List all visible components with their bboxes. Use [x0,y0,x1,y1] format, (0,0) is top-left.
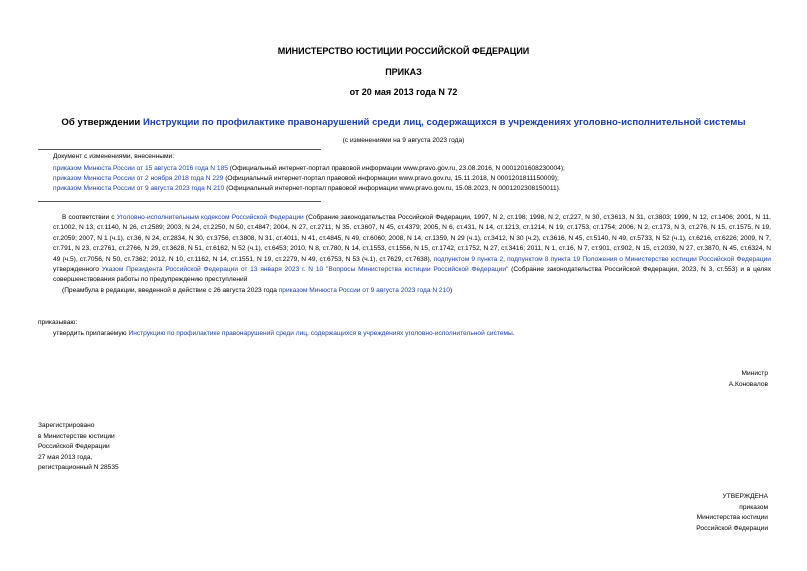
amendments-intro: Документ с изменениями, внесенными: [53,153,175,160]
code-link[interactable]: Уголовно-исполнительным кодексом Российской Федерации [116,214,304,221]
preamble-link[interactable]: приказом Минюста России от 9 августа 2023 года N 210 [278,287,450,294]
amendment-item: приказом Минюста России от 15 августа 2016 года N 185 (Официальный интернет-портал правовой информации www.pravo.gov.ru, 23.08.2016, N 0001201608230004); [53,165,565,172]
amendment-link[interactable]: приказом Минюста России от 9 августа 2023 года N 210 [53,185,225,192]
ministry-heading: МИНИСТЕРСТВО ЮСТИЦИИ РОССИЙСКОЙ ФЕДЕРАЦИИ [277,46,530,56]
amendment-item: приказом Минюста России от 9 августа 2023 года N 210 (Официальный интернет-портал правовой информации www.pravo.gov.ru, 15.08.2023, N 0001202308150011). [53,185,561,192]
signature-position: Министр [741,370,768,377]
instruction-link[interactable]: Инструкцию по профилактике правонарушений среди лиц, содержащихся в учреждениях уголовно-исполнительной системы [128,330,513,337]
title-prefix: Об утверждении [61,117,143,128]
registration-line: Российской Федерации [38,443,110,451]
registration-line: Зарегистрировано [38,422,95,429]
decree-link[interactable]: Указом Президента Российской Федерации от 13 января 2023 г. N 10 "Вопросы Министерства юстиции Российской Федерации" [101,266,509,274]
document-title [0,117,807,128]
approval-line: Российской Федерации [696,524,768,532]
approval-line: приказом [739,503,768,511]
basis-paragraph: В соответствии с Уголовно-исполнительным кодексом Российской Федерации (Собрание законодательства Российской Федерации, 1997, N 2, ст.198; 1998, N 2, ст.227, N 30, ст.3613, N 31, ст.3803; 1999, N 12, ст.1406; 2001, N 11, ст.1002, N 13, ст.1140, N 26, ст.2589; 2003, N 24, ст.2250, N 50, ст.4847; 2004, N 27, ст.2711, N 35, ст.3607, N 45, ст.4379; 2005, N 6, ст.431, N 14, ст.1213, ст.1214, N 19, ст.1753, ст.1754; 2006, N 2, ст.173, N 3, ст.276, N 15, ст.1575, N 19, ст.2059; 2007, N 1 (ч.1), ст.36, N 24, ст.2834, N 30, ст.3756, ст.3808, N 31, ст.4011, N 41, ст.4845, N 49, ст.6060; 2008, N 14, ст.1359, N 29 (ч.1), ст.3412, N 30 (ч.2), ст.3616, N 45, ст.5140, N 49, ст.5733, N 52 (ч.1), ст.6216, ст.6226; 2009, N 7, ст.791, N 23, ст.2761, ст.2766, N 29, ст.3628, N 51, ст.6162, N 52 (ч.1), ст.6453; 2010, N 8, ст.780, N 14, ст.1553, ст.1556, N 15, ст.1742, ст.1752, N 27, ст.3416; 2011, N 1, ст.16, N 7, ст.901, ст.902, N 15, ст.2039, N 27, ст.3870, N 45, ст.6324, N 49 (ч.5), ст.7056, N 50, ст.7362; 2012, N 10, ст.1162, N 14, ст.1551, N 19, ст.2279, N 49, ст.6753, N 53 (ч.1), ст.7629, ст.7638), подпунктом 9 пункта 2, подпунктом 8 пункта 19 Положения о Министерстве юстиции Российской Федерации утвержденного Указом Президента Российской Федерации от 13 января 2023 г. N 10 "Вопросы Министерства юстиции Российской Федерации" (Собрание законодательства Российской Федерации, 2023, N 3, ст.553) и в целях совершенствования работы по предупреждению преступлений [53,214,772,284]
amendments-block [53,152,565,194]
document-type: ПРИКАЗ [385,67,422,77]
registration-line: регистрационный N 28535 [38,464,119,472]
title-instruction-link[interactable]: Инструкции по профилактике правонарушений среди лиц, содержащихся в учреждениях уголовно-исполнительной системы [142,117,746,128]
signature-name: А.Коновалов [728,380,768,388]
amendment-link[interactable]: приказом Минюста России от 2 ноября 2018 года N 229 [53,175,224,182]
signature-block [729,369,768,390]
regulation-link[interactable]: подпунктом 9 пункта 2, подпунктом 8 пункта 19 Положения о Министерстве юстиции Российской Федерации [433,255,771,263]
approval-line: Министерства юстиции [696,514,768,522]
approval-heading: УТВЕРЖДЕНА [722,493,768,500]
revision-note: (с изменениями на 9 августа 2023 года) [342,137,465,144]
document-date-number: от 20 мая 2013 года N 72 [349,87,458,97]
approval-block [696,492,768,534]
divider-bottom [38,201,321,202]
registration-line: 27 мая 2013 года, [38,453,93,461]
registration-block [38,421,119,474]
registration-line: в Министерстве юстиции [38,432,115,440]
preamble-note: (Преамбула в редакции, введенной в действие с 26 августа 2023 года приказом Минюста России от 9 августа 2023 года N 210) [62,287,453,294]
amendment-item: приказом Минюста России от 2 ноября 2018 года N 229 (Официальный интернет-портал правовой информации www.pravo.gov.ru, 15.11.2018, N 0001201811150009); [53,175,559,182]
order-approve: утвердить прилагаемую Инструкцию по профилактике правонарушений среди лиц, содержащихся в учреждениях уголовно-исполнительной системы. [53,330,515,337]
order-word: приказываю: [38,319,78,326]
amendment-link[interactable]: приказом Минюста России от 15 августа 2016 года N 185 [53,165,228,172]
divider-top [38,149,321,150]
